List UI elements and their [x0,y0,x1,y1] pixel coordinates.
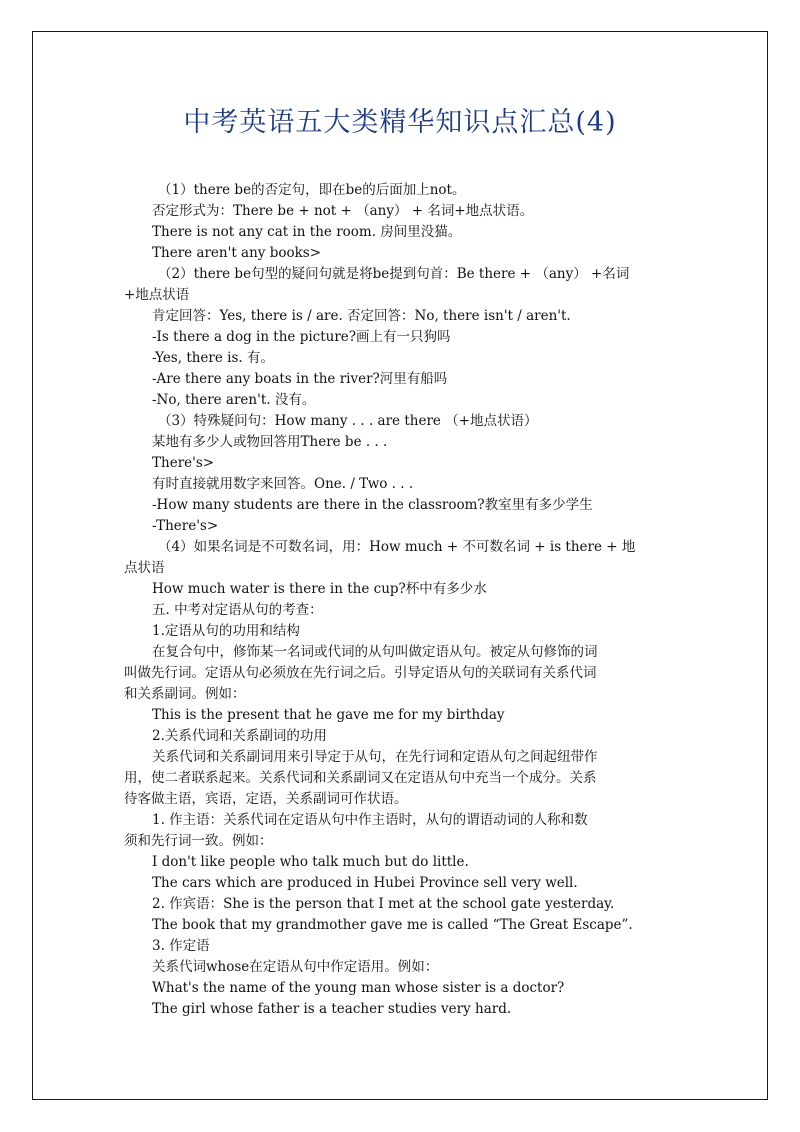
paragraph-line: （1）there be的否定句，即在be的后面加上not。 [158,182,466,198]
paragraph-line: How much water is there in the cup?杯中有多少水 [152,581,487,597]
example-line: The cars which are produced in Hubei Province sell very well. [152,875,578,891]
example-line: What's the name of the young man whose sister is a doctor? [152,980,565,996]
document-body [124,180,684,1020]
paragraph-line: 某地有多少人或物回答用There be . . . [152,434,388,450]
paragraph-line: -Are there any boats in the river?河里有船吗 [152,371,448,387]
paragraph-line: There is not any cat in the room. 房间里没猫。 [152,224,462,240]
paragraph-line: 否定形式为：There be + not + （any） + 名词+地点状语。 [152,203,534,219]
paragraph-line: 点状语 [124,560,165,576]
paragraph-line: 待客做主语，宾语，定语，关系副词可作状语。 [124,791,408,807]
paragraph-line: 关系代词和关系副词用来引导定于从句，在先行词和定语从句之间起纽带作 [152,749,598,765]
paragraph-line: 用，使二者联系起来。关系代词和关系副词又在定语从句中充当一个成分。关系 [124,770,597,786]
paragraph-line: +地点状语 [124,287,190,303]
paragraph-line: -No, there aren't. 没有。 [152,392,316,408]
paragraph-line: （2）there be句型的疑问句就是将be提到句首：Be there + （any） +名词 [158,266,630,282]
paragraph-line: -There's> [152,518,219,534]
paragraph-line: 关系代词whose在定语从句中作定语用。例如： [152,959,439,975]
paragraph-line: 和关系副词。例如： [124,686,246,702]
example-line: The girl whose father is a teacher studies very hard. [152,1001,512,1017]
paragraph-line: -Yes, there is. 有。 [152,350,274,366]
example-line: The book that my grandmother gave me is called “The Great Escape”. [152,917,633,933]
paragraph-line: 有时直接就用数字来回答。One. / Two . . . [152,476,414,492]
paragraph-line: 1. 作主语：关系代词在定语从句中作主语时，从句的谓语动词的人称和数 [152,812,588,828]
paragraph-line: There's> [152,455,215,471]
section-heading: 五. 中考对定语从句的考查： [152,602,323,618]
page-title: 中考英语五大类精华知识点汇总(4) [183,107,617,138]
subsection-heading: 2.关系代词和关系副词的功用 [152,728,327,744]
paragraph-line: 在复合句中，修饰某一名词或代词的从句叫做定语从句。被定从句修饰的词 [152,644,598,660]
paragraph-line: -How many students are there in the classroom?教室里有多少学生 [152,497,593,513]
paragraph-line: 须和先行词一致。例如： [124,833,273,849]
example-line: I don't like people who talk much but do little. [152,854,469,870]
paragraph-line: （4）如果名词是不可数名词，用：How much + 不可数名词 + is there + 地 [158,539,636,555]
paragraph-line: 叫做先行词。定语从句必须放在先行词之后。引导定语从句的关联词有关系代词 [124,665,597,681]
paragraph-line: 肯定回答：Yes, there is / are. 否定回答：No, there isn't / aren't. [152,308,571,324]
example-line: This is the present that he gave me for my birthday [152,707,505,723]
paragraph-line: 3. 作定语 [152,938,210,954]
paragraph-line: （3）特殊疑问句：How many . . . are there （+地点状语） [158,413,538,429]
paragraph-line: 2. 作宾语：She is the person that I met at the school gate yesterday. [152,896,615,912]
paragraph-line: There aren't any books> [152,245,322,261]
subsection-heading: 1.定语从句的功用和结构 [152,623,300,639]
paragraph-line: -Is there a dog in the picture?画上有一只狗吗 [152,329,451,345]
